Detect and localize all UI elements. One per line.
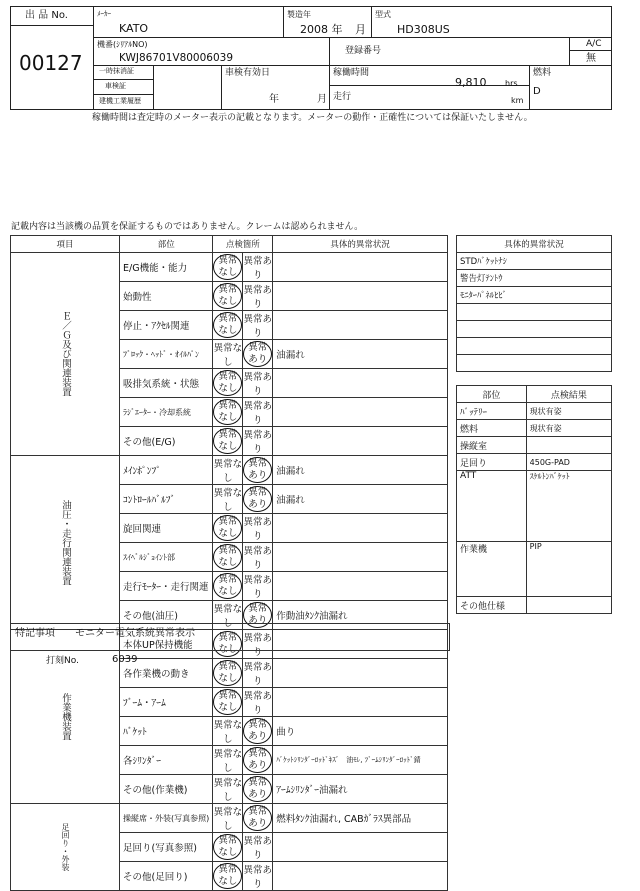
registration-label: 登録番号 <box>345 46 382 56</box>
category-label: Ｅ／Ｇ及び関連装置 <box>11 253 120 456</box>
inspection-month-suffix: 月 <box>317 94 327 105</box>
abnormal-detail: 油漏れ <box>273 485 448 514</box>
option-label: 異常なし <box>213 428 242 454</box>
option-abnormal[interactable] <box>243 340 273 369</box>
option-no-abnormal[interactable] <box>213 253 243 282</box>
option-no-abnormal[interactable] <box>213 427 243 456</box>
inspection-expiry-label: 車検有効日 <box>225 68 271 78</box>
inspection-row <box>11 253 448 282</box>
abnormal-detail-item <box>457 304 612 321</box>
option-label: 異常なし <box>213 778 243 803</box>
part-name: ﾌﾞｰﾑ・ｱｰﾑ <box>120 688 213 717</box>
abnormal-detail-item <box>457 338 612 355</box>
abnormal-detail <box>273 311 448 340</box>
option-label: 異常なし <box>213 604 243 629</box>
part-name: 旋回関連 <box>120 514 213 543</box>
maker-value: KATO <box>119 22 149 35</box>
option-label: 異常あり <box>243 633 273 658</box>
abnormal-detail <box>273 398 448 427</box>
stamp-label: 打刻No. <box>46 656 79 666</box>
doc-inspection-cert: 車検証 <box>105 82 126 90</box>
inspection-table <box>10 235 448 891</box>
part-name: ﾗｼﾞｴｰﾀｰ・冷却系統 <box>120 398 213 427</box>
result-value: 450G-PAD <box>526 454 611 471</box>
option-abnormal[interactable] <box>243 369 273 398</box>
result-row <box>457 471 612 542</box>
result-value <box>526 437 611 454</box>
abnormal-detail-item <box>457 355 612 372</box>
part-name: 操縦席・外装(写真参照) <box>120 804 213 833</box>
hours-unit: hrs <box>505 79 518 88</box>
option-label: 異常あり <box>243 256 273 281</box>
part-name: 始動性 <box>120 282 213 311</box>
abnormal-detail: 作動油ﾀﾝｸ油漏れ <box>273 601 448 630</box>
option-label: 異常なし <box>213 720 243 745</box>
abnormal-detail: 油漏れ <box>273 340 448 369</box>
result-value: 現状有姿 <box>526 420 611 437</box>
category-label: 足回り・外装 <box>11 804 120 891</box>
option-label: 異常あり <box>243 285 273 310</box>
option-label: 異常なし <box>213 343 243 368</box>
abnormal-detail-item: ﾓﾆﾀｰﾊﾟﾈﾙﾋﾋﾞ <box>457 287 612 304</box>
result-col-part: 部位 <box>457 386 527 403</box>
option-label: 異常なし <box>213 254 242 280</box>
option-no-abnormal[interactable] <box>213 514 243 543</box>
part-name: その他(E/G) <box>120 427 213 456</box>
option-no-abnormal[interactable] <box>213 543 243 572</box>
option-label: 異常なし <box>213 834 242 860</box>
km-unit: km <box>511 96 524 105</box>
abnormal-detail: ﾊﾞｹｯﾄｼﾘﾝﾀﾞｰﾛｯﾄﾞｷｽﾞ 油ﾓﾚ, ﾌﾞｰﾑｼﾘﾝﾀﾞｰﾛｯﾄﾞ錆 <box>273 746 448 775</box>
result-row <box>457 597 612 614</box>
option-no-abnormal[interactable] <box>213 775 243 804</box>
result-row <box>457 403 612 420</box>
abnormal-detail: 燃料ﾀﾝｸ油漏れ, CABｶﾞﾗｽ異部品 <box>273 804 448 833</box>
result-value: ｽｹﾙﾄﾝﾊﾞｹｯﾄ <box>526 471 611 542</box>
option-label: 異常あり <box>243 546 273 571</box>
year-label: 製造年 <box>287 10 311 19</box>
part-name: 走行ﾓｰﾀｰ・走行関連 <box>120 572 213 601</box>
part-name: ｺﾝﾄﾛｰﾙﾊﾞﾙﾌﾞ <box>120 485 213 514</box>
result-value: PIP <box>526 542 611 597</box>
option-no-abnormal[interactable] <box>213 572 243 601</box>
option-abnormal[interactable] <box>243 746 273 775</box>
hours-disclaimer: 稼働時間は査定時のメーター表示の記載となります。メーターの動作・正確性については保証いたしません。 <box>92 113 533 123</box>
header-block <box>10 6 612 110</box>
option-label: 異常あり <box>243 486 272 512</box>
category-label: 作業機装置 <box>11 630 120 804</box>
option-no-abnormal[interactable] <box>213 833 243 862</box>
option-label: 異常あり <box>243 602 272 628</box>
option-label: 異常あり <box>243 718 272 744</box>
part-name: 吸排気系統・状態 <box>120 369 213 398</box>
model-value: HD308US <box>397 23 450 36</box>
option-label: 異常あり <box>243 372 273 397</box>
inspection-result-table <box>456 385 612 614</box>
abnormal-detail-item: STDﾊﾞｹｯﾄﾅｼ <box>457 253 612 270</box>
abnormal-detail <box>273 543 448 572</box>
result-row <box>457 454 612 471</box>
month-suffix: 月 <box>355 23 366 36</box>
inspection-row <box>11 456 448 485</box>
option-no-abnormal[interactable] <box>213 369 243 398</box>
inspection-row <box>11 804 448 833</box>
option-abnormal[interactable] <box>243 659 273 688</box>
doc-temp-cancel: 一時抹消証 <box>99 67 134 75</box>
option-no-abnormal[interactable] <box>213 340 243 369</box>
result-part: 作業機 <box>457 542 527 597</box>
col-detail: 具体的異常状況 <box>273 236 448 253</box>
result-row <box>457 437 612 454</box>
option-label: 異常あり <box>243 314 273 339</box>
option-label: 異常なし <box>213 459 243 484</box>
abnormal-detail <box>273 688 448 717</box>
serial-label: 機番(ｼﾘｱﾙNO) <box>97 40 148 49</box>
ac-label: A/C <box>586 39 602 49</box>
abnormal-detail <box>273 427 448 456</box>
option-label: 異常あり <box>243 691 273 716</box>
option-abnormal[interactable] <box>243 485 273 514</box>
lot-number: 00127 <box>19 51 83 75</box>
option-label: 異常なし <box>213 544 242 570</box>
option-no-abnormal[interactable] <box>213 311 243 340</box>
option-label: 異常あり <box>243 517 273 542</box>
part-name: ﾌﾞﾛｯｸ・ﾍｯﾄﾞ・ｵｲﾙﾊﾟﾝ <box>120 340 213 369</box>
serial-value: KWJ86701V80006039 <box>119 52 234 64</box>
option-abnormal[interactable] <box>243 717 273 746</box>
result-part: 燃料 <box>457 420 527 437</box>
option-abnormal[interactable] <box>243 572 273 601</box>
part-name: 足回り(写真参照) <box>120 833 213 862</box>
option-label: 異常あり <box>243 805 272 831</box>
option-abnormal[interactable] <box>243 311 273 340</box>
result-col-result: 点検結果 <box>526 386 611 403</box>
abnormal-detail: 曲り <box>273 717 448 746</box>
abnormal-detail <box>273 659 448 688</box>
ac-value: 無 <box>586 53 596 64</box>
option-no-abnormal[interactable] <box>213 804 243 833</box>
option-abnormal[interactable] <box>243 282 273 311</box>
part-name: ｽｲﾍﾞﾙｼﾞｮｲﾝﾄ部 <box>120 543 213 572</box>
category-label: 油圧・走行関連装置 <box>11 456 120 630</box>
option-label: 異常あり <box>243 662 273 687</box>
option-abnormal[interactable] <box>243 456 273 485</box>
option-abnormal[interactable] <box>243 833 273 862</box>
result-part: 足回り <box>457 454 527 471</box>
option-abnormal[interactable] <box>243 543 273 572</box>
hours-label: 稼働時間 <box>333 68 370 78</box>
result-part: その他仕様 <box>457 597 527 614</box>
option-label: 異常あり <box>243 341 272 367</box>
result-row <box>457 420 612 437</box>
part-name: 停止・ｱｸｾﾙ関連 <box>120 311 213 340</box>
abnormal-detail-table <box>456 235 612 372</box>
part-name: その他(油圧) <box>120 601 213 630</box>
quality-disclaimer: 記載内容は当該機の品質を保証するものではありません。クレームは認められません。 <box>11 222 364 232</box>
part-name: ﾒｲﾝﾎﾟﾝﾌﾟ <box>120 456 213 485</box>
inspection-year-suffix: 年 <box>269 94 279 105</box>
option-label: 異常あり <box>243 457 272 483</box>
abnormal-detail: 油漏れ <box>273 456 448 485</box>
option-label: 異常あり <box>243 836 273 861</box>
abnormal-detail <box>273 282 448 311</box>
abnormal-detail <box>273 369 448 398</box>
part-name: 各作業機の動き <box>120 659 213 688</box>
option-no-abnormal[interactable] <box>213 862 243 891</box>
result-value <box>526 597 611 614</box>
result-part: ﾊﾞｯﾃﾘｰ <box>457 403 527 420</box>
option-label: 異常あり <box>243 747 272 773</box>
col-check: 点検箇所 <box>213 236 273 253</box>
remarks-label: 特記事項 <box>15 628 55 639</box>
abnormal-detail <box>273 862 448 891</box>
option-label: 異常あり <box>243 575 273 600</box>
part-name: その他(作業機) <box>120 775 213 804</box>
option-label: 異常なし <box>213 749 243 774</box>
abnormal-detail <box>273 833 448 862</box>
option-label: 異常なし <box>213 312 242 338</box>
option-no-abnormal[interactable] <box>213 282 243 311</box>
result-part: ATT <box>457 471 527 542</box>
option-no-abnormal[interactable] <box>213 456 243 485</box>
option-label: 異常なし <box>213 573 242 599</box>
option-label: 異常なし <box>213 488 243 513</box>
abnormal-detail-header: 具体的異常状況 <box>457 236 612 253</box>
part-name: ﾊﾞｹｯﾄ <box>120 717 213 746</box>
lot-label: 出 品 No. <box>25 10 68 21</box>
part-name: 本体UP保持機能 <box>120 630 213 659</box>
abnormal-detail-item: 警告灯ﾃﾝﾄｳ <box>457 270 612 287</box>
option-label: 異常なし <box>213 660 242 686</box>
hours-value: 9,810 <box>455 76 487 89</box>
option-no-abnormal[interactable] <box>213 717 243 746</box>
fuel-value: D <box>533 86 541 97</box>
option-label: 異常なし <box>213 283 242 309</box>
option-label: 異常なし <box>213 399 242 425</box>
abnormal-detail <box>273 514 448 543</box>
option-abnormal[interactable] <box>243 862 273 891</box>
result-row <box>457 542 612 597</box>
result-part: 操縦室 <box>457 437 527 454</box>
option-abnormal[interactable] <box>243 775 273 804</box>
option-abnormal[interactable] <box>243 427 273 456</box>
option-no-abnormal[interactable] <box>213 659 243 688</box>
option-no-abnormal[interactable] <box>213 746 243 775</box>
abnormal-detail <box>273 253 448 282</box>
abnormal-detail-item <box>457 321 612 338</box>
option-label: 異常あり <box>243 865 273 890</box>
remarks-box <box>10 623 450 651</box>
part-name: 各ｼﾘﾝﾀﾞｰ <box>120 746 213 775</box>
option-label: 異常なし <box>213 807 243 832</box>
option-label: 異常なし <box>213 631 242 657</box>
option-abnormal[interactable] <box>243 398 273 427</box>
fuel-label: 燃料 <box>533 68 552 78</box>
option-label: 異常なし <box>213 689 242 715</box>
col-part: 部位 <box>120 236 213 253</box>
part-name: E/G機能・能力 <box>120 253 213 282</box>
km-label: 走行 <box>333 92 352 102</box>
result-value: 現状有姿 <box>526 403 611 420</box>
option-abnormal[interactable] <box>243 514 273 543</box>
option-label: 異常なし <box>213 370 242 396</box>
col-category: 項目 <box>11 236 120 253</box>
option-label: 異常あり <box>243 401 273 426</box>
option-label: 異常なし <box>213 515 242 541</box>
maker-label: ﾒｰｶｰ <box>97 10 111 18</box>
option-label: 異常なし <box>213 863 242 889</box>
doc-history: 建機工業履歴 <box>99 97 141 105</box>
option-abnormal[interactable] <box>243 804 273 833</box>
option-no-abnormal[interactable] <box>213 688 243 717</box>
model-label: 型式 <box>375 10 391 19</box>
inspection-header-row <box>11 236 448 253</box>
abnormal-detail <box>273 572 448 601</box>
stamp-number: 6039 <box>112 654 138 665</box>
option-no-abnormal[interactable] <box>213 485 243 514</box>
option-no-abnormal[interactable] <box>213 398 243 427</box>
option-abnormal[interactable] <box>243 688 273 717</box>
option-abnormal[interactable] <box>243 253 273 282</box>
option-label: 異常あり <box>243 776 272 802</box>
option-label: 異常あり <box>243 430 273 455</box>
year-value: 2008 年 <box>300 23 343 36</box>
abnormal-detail: ｱｰﾑｼﾘﾝﾀﾞｰ油漏れ <box>273 775 448 804</box>
part-name: その他(足回り) <box>120 862 213 891</box>
remarks-text: モニター電気系統異常表示 <box>75 628 195 639</box>
